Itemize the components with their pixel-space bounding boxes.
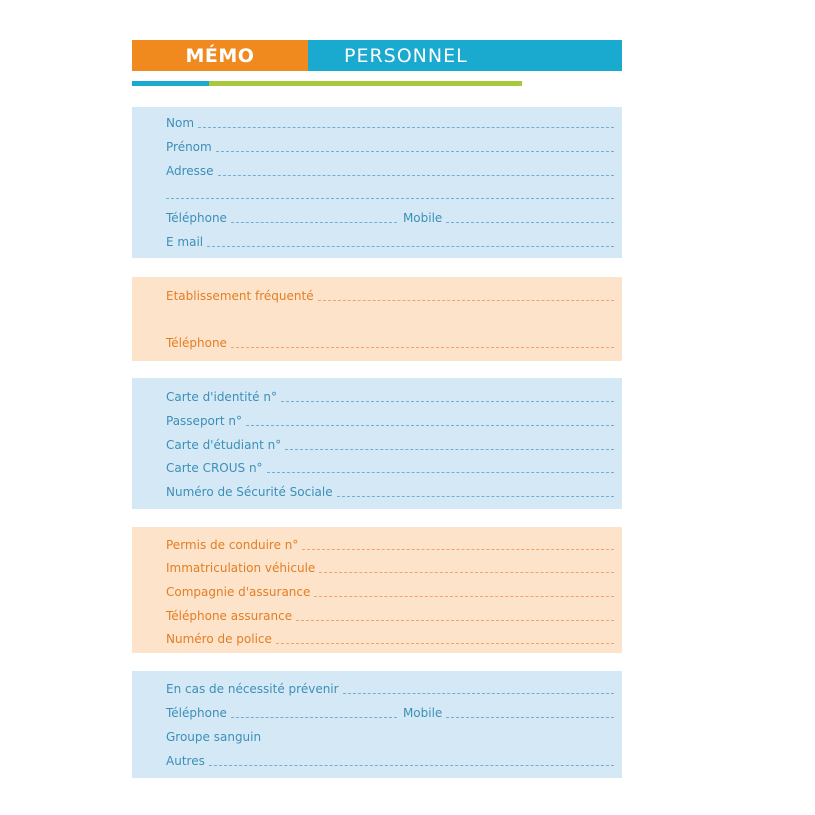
groupe-sanguin-label: Groupe sanguin xyxy=(166,730,262,744)
vehicle-section xyxy=(132,527,622,653)
permis-field[interactable] xyxy=(166,536,614,552)
etablissement-label: Etablissement fréquenté xyxy=(166,289,314,303)
decorative-stripe-blue xyxy=(132,81,209,86)
prevenir-label: En cas de nécessité prévenir xyxy=(166,682,339,696)
police-line[interactable] xyxy=(276,643,614,644)
adresse-line-continued[interactable] xyxy=(166,198,614,199)
police-label: Numéro de police xyxy=(166,632,272,646)
immatriculation-line[interactable] xyxy=(319,572,614,573)
passeport-field[interactable] xyxy=(166,412,614,428)
permis-label: Permis de conduire n° xyxy=(166,538,299,552)
memo-header xyxy=(132,40,622,71)
identity-section xyxy=(132,107,622,258)
header-memo-label: MÉMO xyxy=(132,40,308,71)
email-line[interactable] xyxy=(207,246,614,247)
compagnie-label: Compagnie d'assurance xyxy=(166,585,311,599)
securite-sociale-field[interactable] xyxy=(166,483,614,499)
securite-sociale-line[interactable] xyxy=(337,496,614,497)
etablissement-field[interactable] xyxy=(166,287,614,303)
telephone-assurance-line[interactable] xyxy=(296,620,614,621)
mobile-line[interactable] xyxy=(446,222,614,223)
prenom-line[interactable] xyxy=(216,151,614,152)
carte-crous-label: Carte CROUS n° xyxy=(166,461,263,475)
carte-crous-field[interactable] xyxy=(166,459,614,475)
permis-line[interactable] xyxy=(302,549,614,550)
carte-identite-label: Carte d'identité n° xyxy=(166,390,277,404)
school-telephone-line[interactable] xyxy=(231,347,614,348)
carte-etudiant-field[interactable] xyxy=(166,436,614,452)
police-field[interactable] xyxy=(166,630,614,646)
nom-field[interactable] xyxy=(166,114,614,130)
emergency-telephone-label: Téléphone xyxy=(166,706,227,720)
emergency-telephone-mobile-field[interactable] xyxy=(166,704,614,720)
etablissement-line[interactable] xyxy=(318,300,614,301)
school-section xyxy=(132,277,622,361)
email-field[interactable] xyxy=(166,233,614,249)
emergency-section xyxy=(132,671,622,778)
telephone-assurance-field[interactable] xyxy=(166,607,614,623)
documents-section xyxy=(132,378,622,509)
autres-line[interactable] xyxy=(209,765,614,766)
adresse-line[interactable] xyxy=(218,175,614,176)
header-personnel-label: PERSONNEL xyxy=(308,40,622,71)
prenom-label: Prénom xyxy=(166,140,212,154)
telephone-line[interactable] xyxy=(231,222,397,223)
emergency-mobile-label: Mobile xyxy=(402,706,443,720)
telephone-assurance-label: Téléphone assurance xyxy=(166,609,293,623)
passeport-label: Passeport n° xyxy=(166,414,242,428)
adresse-field[interactable] xyxy=(166,162,614,178)
securite-sociale-label: Numéro de Sécurité Sociale xyxy=(166,485,333,499)
emergency-mobile-line[interactable] xyxy=(446,717,614,718)
prevenir-field[interactable] xyxy=(166,680,614,696)
carte-identite-line[interactable] xyxy=(281,401,614,402)
telephone-mobile-field[interactable] xyxy=(166,209,614,225)
adresse-label: Adresse xyxy=(166,164,214,178)
groupe-sanguin-field[interactable] xyxy=(166,728,614,744)
email-label: E mail xyxy=(166,235,204,249)
compagnie-line[interactable] xyxy=(314,596,614,597)
carte-identite-field[interactable] xyxy=(166,388,614,404)
carte-etudiant-label: Carte d'étudiant n° xyxy=(166,438,282,452)
mobile-label: Mobile xyxy=(402,211,443,225)
school-telephone-label: Téléphone xyxy=(166,336,227,350)
prevenir-line[interactable] xyxy=(343,693,614,694)
compagnie-field[interactable] xyxy=(166,583,614,599)
nom-label: Nom xyxy=(166,116,195,130)
autres-label: Autres xyxy=(166,754,205,768)
decorative-stripe-green xyxy=(209,81,522,86)
carte-crous-line[interactable] xyxy=(267,472,614,473)
passeport-line[interactable] xyxy=(246,425,614,426)
carte-etudiant-line[interactable] xyxy=(285,449,614,450)
school-telephone-field[interactable] xyxy=(166,334,614,350)
adresse-line-2[interactable] xyxy=(166,185,614,201)
autres-field[interactable] xyxy=(166,752,614,768)
prenom-field[interactable] xyxy=(166,138,614,154)
telephone-label: Téléphone xyxy=(166,211,227,225)
emergency-telephone-line[interactable] xyxy=(231,717,397,718)
immatriculation-field[interactable] xyxy=(166,559,614,575)
immatriculation-label: Immatriculation véhicule xyxy=(166,561,316,575)
nom-line[interactable] xyxy=(198,127,614,128)
